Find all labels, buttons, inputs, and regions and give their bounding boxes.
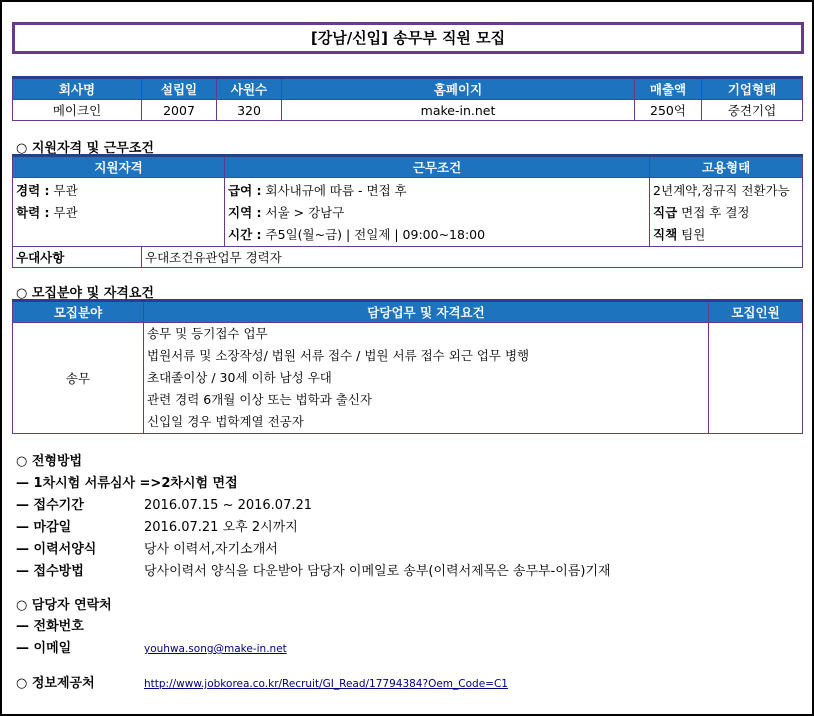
section-heading: ○ 모집분야 및 자격요건 — [16, 286, 154, 301]
position-value: 팀원 — [677, 227, 706, 242]
company-header: 기업형태 — [702, 78, 803, 100]
salary-label: 급여 : — [228, 183, 262, 198]
company-header: 설립일 — [142, 78, 217, 100]
location-label: 지역 : — [228, 205, 262, 220]
info-row — [16, 516, 298, 535]
info-value: 2016.07.15 ~ 2016.07.21 — [144, 498, 313, 513]
salary-value: 회사내규에 따름 - 면접 후 — [261, 183, 407, 198]
info-label: — 접수방법 — [16, 564, 84, 579]
company-header: 회사명 — [13, 78, 142, 100]
contract-value: 2년계약,정규직 전환가능 — [653, 183, 790, 198]
info-value: 당사 이력서,자기소개서 — [144, 542, 278, 557]
conditions-header: 고용형태 — [650, 156, 803, 178]
section-heading: ○ 지원자격 및 근무조건 — [16, 141, 154, 156]
source-link[interactable]: http://www.jobkorea.co.kr/Recruit/GI_Read/17794384?Oem_Code=C1 — [144, 678, 508, 690]
qualification-cell — [13, 178, 225, 247]
page-title: [강남/신입] 송무부 직원 모집 — [12, 22, 804, 54]
work-condition-cell — [225, 178, 650, 247]
career-value: 무관 — [49, 183, 78, 198]
contact-row — [16, 615, 144, 634]
duty-item: 신입일 경우 법학계열 전공자 — [147, 414, 304, 429]
duty-item: 초대졸이상 / 30세 이하 남성 우대 — [147, 370, 332, 385]
company-header: 사원수 — [217, 78, 282, 100]
preference-label: 우대사항 — [16, 250, 65, 265]
rank-label: 직급 — [653, 205, 678, 220]
section-heading: ○ 담당자 연락처 — [16, 598, 112, 613]
company-employees: 320 — [217, 100, 282, 121]
source-label: ○ 정보제공처 — [16, 676, 95, 691]
email-label: — 이메일 — [16, 641, 72, 656]
company-founded: 2007 — [142, 100, 217, 121]
count-value — [709, 323, 803, 434]
career-label: 경력 : — [16, 183, 50, 198]
recruitment-table — [12, 299, 803, 434]
info-row — [16, 494, 312, 513]
info-row — [16, 560, 611, 579]
process-line: — 1차시험 서류심사 =>2차시험 면접 — [16, 476, 238, 491]
employment-type-cell — [650, 178, 803, 247]
phone-label: — 전화번호 — [16, 619, 84, 634]
company-header: 홈페이지 — [282, 78, 635, 100]
position-label: 직책 — [653, 227, 678, 242]
company-revenue: 250억 — [635, 100, 702, 121]
company-table — [12, 76, 803, 121]
conditions-table — [12, 154, 803, 268]
info-value: 2016.07.21 오후 2시까지 — [144, 520, 298, 535]
duty-item: 송무 및 등기접수 업무 — [147, 326, 268, 341]
duty-item: 법원서류 및 소장작성/ 법원 서류 접수 / 법원 서류 접수 외근 업무 병행 — [147, 348, 530, 363]
hours-label: 시간 : — [228, 227, 262, 242]
field-value: 송무 — [13, 323, 144, 434]
location-value: 서울 > 강남구 — [261, 205, 345, 220]
info-value: 당사이력서 양식을 다운받아 담당자 이메일로 송부(이력서제목은 송무부-이름)기재 — [144, 564, 611, 579]
education-label: 학력 : — [16, 205, 50, 220]
company-name: 메이크인 — [13, 100, 142, 121]
conditions-header: 근무조건 — [225, 156, 650, 178]
hours-value: 주5일(월~금) | 전일제 | 09:00~18:00 — [261, 227, 486, 242]
company-type: 중견기업 — [702, 100, 803, 121]
info-label: — 접수기간 — [16, 498, 84, 513]
recruitment-header: 모집인원 — [709, 301, 803, 323]
company-homepage[interactable]: make-in.net — [282, 100, 635, 121]
company-header: 매출액 — [635, 78, 702, 100]
duty-item: 관련 경력 6개월 이상 또는 법학과 출신자 — [147, 392, 372, 407]
duties-cell — [144, 323, 709, 434]
recruitment-header: 모집분야 — [13, 301, 144, 323]
education-value: 무관 — [49, 205, 78, 220]
source-row — [16, 672, 508, 691]
rank-value: 면접 후 결정 — [677, 205, 750, 220]
contact-row — [16, 637, 287, 656]
info-label: — 마감일 — [16, 520, 72, 535]
section-heading: ○ 전형방법 — [16, 454, 83, 469]
conditions-header: 지원자격 — [13, 156, 225, 178]
info-row — [16, 538, 278, 557]
email-link[interactable]: youhwa.song@make-in.net — [144, 643, 287, 655]
preference-value: 우대조건유관업무 경력자 — [142, 247, 803, 268]
info-label: — 이력서양식 — [16, 542, 97, 557]
recruitment-header: 담당업무 및 자격요건 — [144, 301, 709, 323]
